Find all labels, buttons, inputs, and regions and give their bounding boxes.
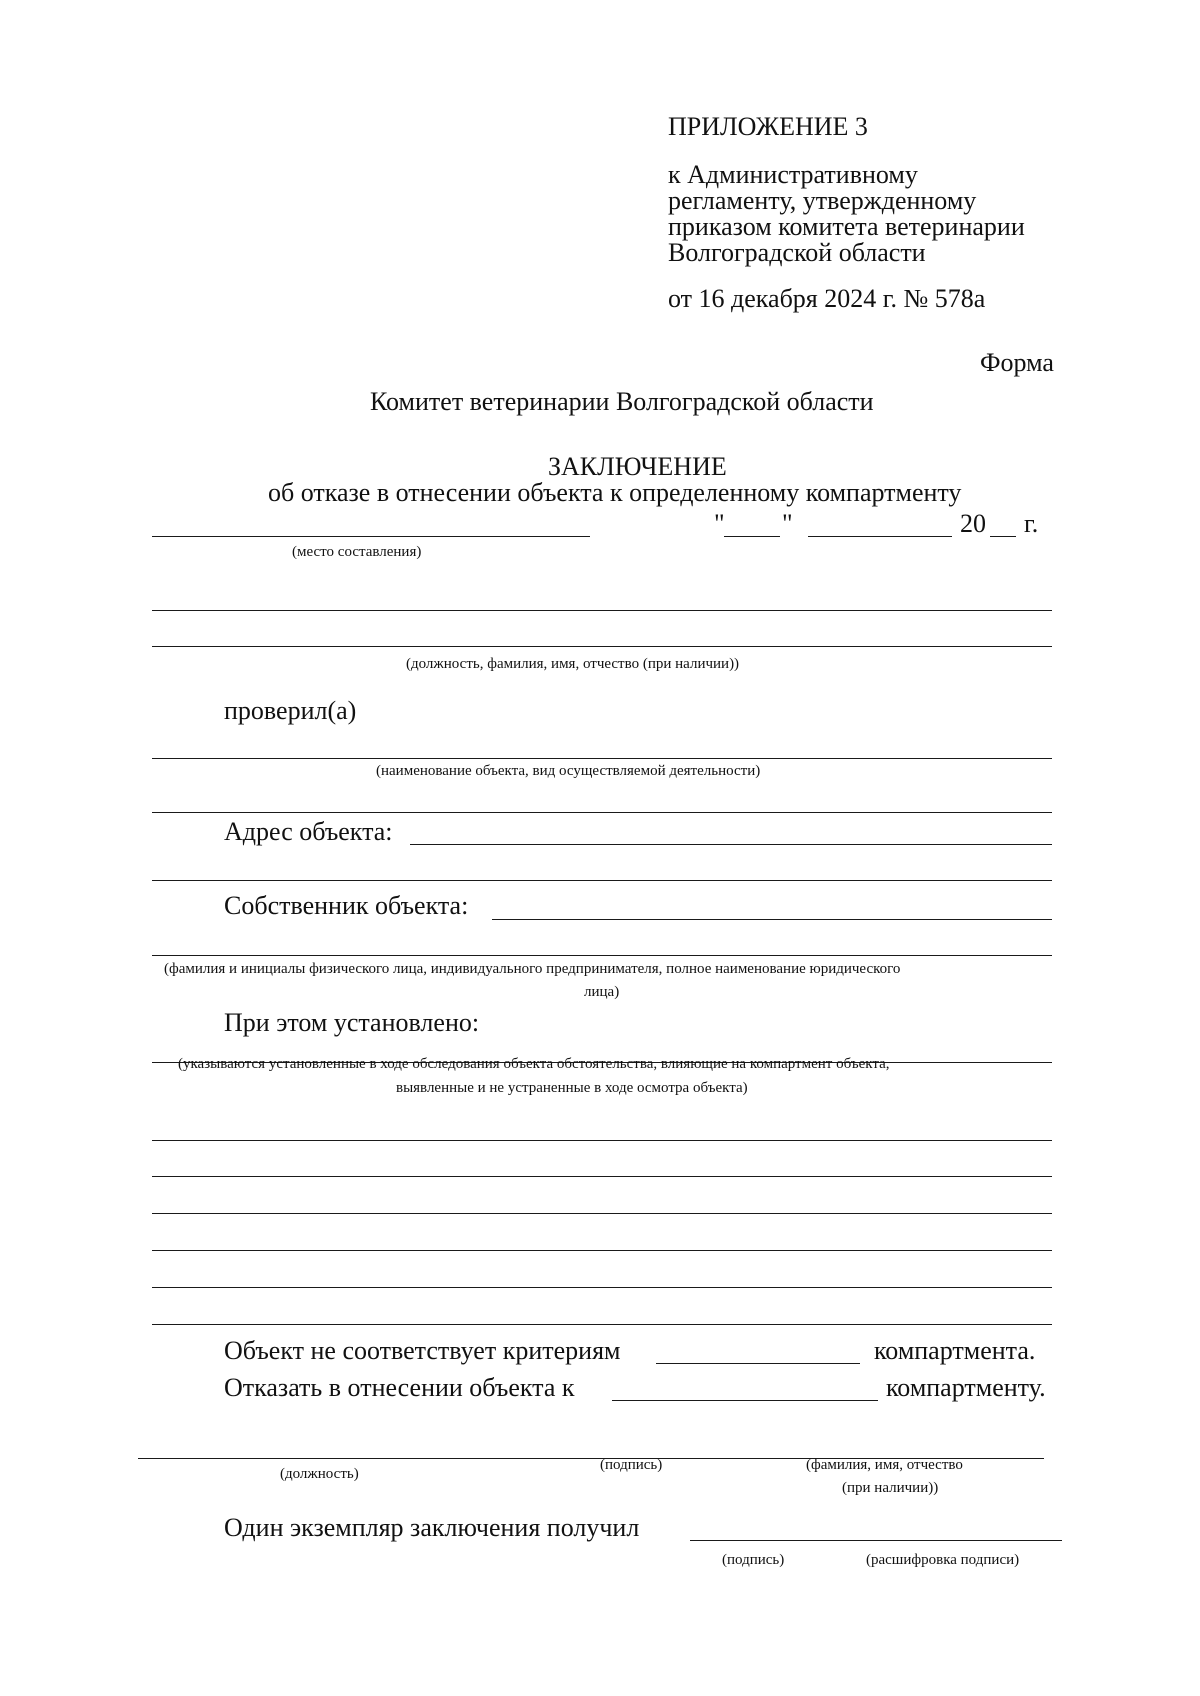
caption-circumstances-2: выявленные и не устраненные в ходе осмотра объекта): [396, 1080, 748, 1096]
document-title: ЗАКЛЮЧЕНИЕ: [548, 452, 727, 481]
label-refuse-prefix: Отказать в отнесении объекта к: [224, 1373, 575, 1402]
appendix-line-1: к Административному: [668, 160, 918, 189]
appendix-order: от 16 декабря 2024 г. № 578а: [668, 284, 986, 313]
blank-line[interactable]: [152, 1287, 1052, 1288]
receipt-line[interactable]: [690, 1540, 1062, 1541]
caption-owner-2: лица): [584, 984, 620, 1000]
caption-receipt-decoding: (расшифровка подписи): [866, 1552, 1020, 1568]
criteria-line[interactable]: [656, 1363, 860, 1364]
date-month-line[interactable]: [808, 536, 952, 537]
label-not-meet-suffix: компартмента.: [874, 1336, 1036, 1365]
object-extra-line[interactable]: [152, 812, 1052, 813]
caption-position: (должность): [280, 1466, 359, 1482]
date-year-suffix: г.: [1024, 509, 1039, 538]
appendix-line-4: Волгоградской области: [668, 238, 926, 267]
document-subtitle: об отказе в отнесении объекта к определенному компартменту: [268, 478, 962, 507]
place-line[interactable]: [152, 536, 590, 537]
date-quote-close: ": [782, 509, 793, 538]
label-address: Адрес объекта:: [224, 817, 393, 846]
caption-object-name: (наименование объекта, вид осуществляемой деятельности): [376, 763, 761, 779]
appendix-line-3: приказом комитета ветеринарии: [668, 212, 1025, 241]
caption-full-name-1: (фамилия, имя, отчество: [806, 1457, 963, 1473]
blank-line[interactable]: [152, 1250, 1052, 1251]
address-line[interactable]: [410, 844, 1052, 845]
caption-place: (место составления): [292, 544, 422, 560]
owner-line[interactable]: [492, 919, 1052, 920]
committee-name: Комитет ветеринарии Волгоградской области: [370, 387, 874, 416]
caption-owner-1: (фамилия и инициалы физического лица, индивидуального предпринимателя, полное наименование юридического: [164, 961, 901, 977]
blank-line[interactable]: [152, 1324, 1052, 1325]
blank-line[interactable]: [152, 1176, 1052, 1177]
date-quote-open: ": [714, 509, 725, 538]
owner-extra-line[interactable]: [152, 955, 1052, 956]
label-owner: Собственник объекта:: [224, 891, 469, 920]
position-line-2[interactable]: [152, 646, 1052, 647]
caption-position-name: (должность, фамилия, имя, отчество (при наличии)): [406, 656, 740, 672]
label-received: Один экземпляр заключения получил: [224, 1513, 640, 1542]
appendix-title: ПРИЛОЖЕНИЕ 3: [668, 112, 868, 141]
label-checked: проверил(а): [224, 696, 357, 725]
date-year-prefix: 20: [960, 509, 986, 538]
blank-line[interactable]: [152, 1213, 1052, 1214]
caption-signature: (подпись): [600, 1457, 663, 1473]
label-established: При этом установлено:: [224, 1008, 480, 1037]
form-label: Форма: [980, 348, 1054, 377]
object-name-line[interactable]: [152, 758, 1052, 759]
caption-full-name-2: (при наличии)): [842, 1480, 939, 1496]
caption-circumstances-1: (указываются установленные в ходе обследования объекта обстоятельства, влияющие на компартмент объекта,: [178, 1056, 890, 1072]
caption-receipt-signature: (подпись): [722, 1552, 785, 1568]
appendix-line-2: регламенту, утвержденному: [668, 186, 977, 215]
date-day-line[interactable]: [724, 536, 780, 537]
position-line-1[interactable]: [152, 610, 1052, 611]
address-extra-line[interactable]: [152, 880, 1052, 881]
date-year-line[interactable]: [990, 536, 1016, 537]
compartment-line[interactable]: [612, 1400, 878, 1401]
label-refuse-suffix: компартменту.: [886, 1373, 1046, 1402]
label-not-meet-prefix: Объект не соответствует критериям: [224, 1336, 621, 1365]
blank-line[interactable]: [152, 1140, 1052, 1141]
